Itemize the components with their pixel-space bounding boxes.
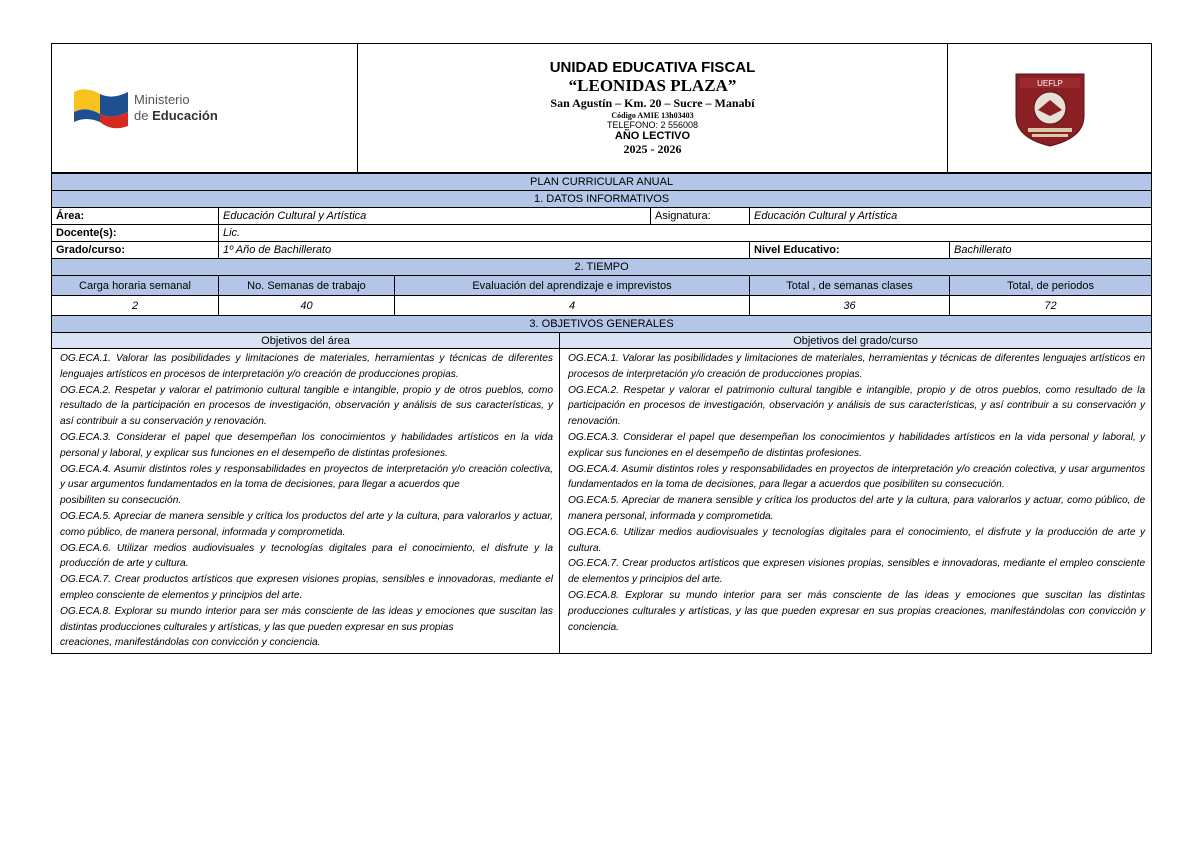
document-page (51, 43, 1151, 654)
school-logo-text: UEFLP (1036, 78, 1063, 88)
time-value-weeks: 40 (219, 296, 395, 316)
time-value-evaluation: 4 (395, 296, 750, 316)
objective-grade-item: OG.ECA.8. Explorar su mundo interior para ser más consciente de las ideas y emociones que suscitan las distintas producciones culturales y artísticas, y las que pueden expresar en sus propias creaciones, manifestándolas con convicción y conciencia. (568, 589, 1146, 633)
area-value: Educación Cultural y Artística (219, 208, 651, 225)
objective-grade-item: OG.ECA.5. Apreciar de manera sensible y crítica los productos del arte y la cultura, para valorarlos y actuar, como público, de manera personal, informada y comprometida. (568, 495, 1146, 522)
teacher-value: Lic. (219, 225, 1152, 242)
objective-area-item: OG.ECA.7. Crear productos artísticos que expresen visiones propias, sensibles e innovadoras, mediante el empleo consciente de elementos y principios del arte. (60, 574, 553, 601)
time-header-total-weeks: Total , de semanas clases (750, 276, 950, 296)
objective-grade-item: OG.ECA.7. Crear productos artísticos que expresen visiones propias, sensibles e innovadoras, mediante el empleo consciente de elementos y principios del arte. (568, 558, 1146, 586)
time-value-weekly-hours: 2 (52, 296, 219, 316)
ministry-line2-prefix: de (134, 108, 153, 123)
area-label: Área: (52, 208, 219, 225)
plan-table (51, 173, 1152, 654)
objective-area-item: OG.ECA.5. Apreciar de manera sensible y crítica los productos del arte y la cultura, para valorarlos y actuar, como público, de manera personal, informada y comprometida. (60, 510, 553, 538)
time-value-total-weeks: 36 (750, 296, 950, 316)
section-tiempo: 2. TIEMPO (52, 259, 1152, 276)
ecuador-flag-icon (72, 86, 130, 130)
objective-grade-item: OG.ECA.6. Utilizar medios audiovisuales y tecnologías digitales para el conocimiento, el disfrute y la producción de arte y cultura. (568, 526, 1146, 554)
time-value-total-periods: 72 (950, 296, 1152, 316)
school-info-cell (358, 44, 948, 173)
objective-grade-item: OG.ECA.1. Valorar las posibilidades y limitaciones de materiales, herramientas y técnicas de diferentes lenguajes artísticos en procesos de interpretación y/o creación de producciones propias. (568, 353, 1146, 380)
school-name: “LEONIDAS PLAZA” (568, 76, 737, 95)
objective-area-item: OG.ECA.4. Asumir distintos roles y responsabilidades en proyectos de interpretación y/o creación colectiva, y usar argumentos fundamentados en la toma de decisiones, para llegar a acuerdos que (60, 463, 553, 491)
year-label: AÑO LECTIVO (614, 130, 691, 142)
time-header-weeks: No. Semanas de trabajo (219, 276, 395, 296)
ministry-logo-cell (52, 44, 358, 173)
objectives-area-header: Objetivos del área (52, 333, 560, 349)
objectives-area-cell (52, 349, 560, 654)
objective-area-item: OG.ECA.8. Explorar su mundo interior para ser más consciente de las ideas y emociones que suscitan las distintas producciones culturales y artísticas, y las que pueden expresar en sus propias (60, 605, 553, 633)
time-header-evaluation: Evaluación del aprendizaje e imprevistos (395, 276, 750, 296)
school-logo-cell (948, 44, 1152, 173)
subject-label: Asignatura: (651, 208, 750, 225)
grade-label: Grado/curso: (52, 242, 219, 259)
objective-area-item: creaciones, manifestándolas con convicción y conciencia. (60, 637, 321, 649)
objectives-grade-header: Objetivos del grado/curso (560, 333, 1152, 349)
level-label: Nivel Educativo: (750, 242, 950, 259)
objective-grade-item: OG.ECA.2. Respetar y valorar el patrimonio cultural tangible e intangible, propio y de otros pueblos, como resultado de la participación en procesos de investigación, observación y análisis de sus características, y así contribuir a su conservación y renovación. (568, 384, 1146, 428)
objective-area-item: OG.ECA.2. Respetar y valorar el patrimonio cultural tangible e intangible, propio y de otros pueblos, como resultado de la participación en procesos de investigación, observación y análisis de sus características, y así contribuir a su conservación y renovación. (60, 384, 553, 428)
year-value: 2025 - 2026 (623, 142, 682, 156)
objective-area-item: OG.ECA.6. Utilizar medios audiovisuales y tecnologías digitales para el conocimiento, el disfrute y la producción de arte y cultura. (60, 542, 553, 570)
ministry-logo (56, 86, 353, 130)
objective-grade-item: OG.ECA.4. Asumir distintos roles y responsabilidades en proyectos de interpretación y/o creación colectiva, y usar argumentos fundamentados en la toma de decisiones, para llegar a acuerdos que posibiliten su consecución. (568, 463, 1146, 491)
phone: TELEFONO: 2 556008 (606, 120, 699, 130)
section-objetivos: 3. OBJETIVOS GENERALES (52, 316, 1152, 333)
objective-grade-item: OG.ECA.3. Considerar el papel que desempeñan los conocimientos y habilidades artísticos en la vida personal y laboral, y explicar sus funciones en el desempeño de distintas profesiones. (568, 431, 1146, 459)
school-line1: UNIDAD EDUCATIVA FISCAL (549, 59, 756, 76)
time-header-weekly-hours: Carga horaria semanal (52, 276, 219, 296)
teacher-label: Docente(s): (52, 225, 219, 242)
objective-area-item: posibiliten su consecución. (60, 495, 182, 507)
grade-value: 1º Año de Bachillerato (219, 242, 750, 259)
time-header-total-periods: Total, de periodos (950, 276, 1152, 296)
school-shield-logo (1010, 66, 1090, 148)
header-table (51, 43, 1152, 173)
subject-value: Educación Cultural y Artística (750, 208, 1152, 225)
objective-area-item: OG.ECA.1. Valorar las posibilidades y limitaciones de materiales, herramientas y técnicas de diferentes lenguajes artísticos en procesos de interpretación y/o creación de producciones propias. (60, 353, 553, 380)
ministry-line1: Ministerio (134, 92, 190, 107)
amie-code: Código AMIE 13h03403 (611, 111, 694, 120)
objective-area-item: OG.ECA.3. Considerar el papel que desempeñan los conocimientos y habilidades artísticos en la vida personal y laboral, y explicar sus funciones en el desempeño de distintas profesiones. (60, 431, 553, 459)
ministry-line2-bold: Educación (152, 108, 218, 123)
section-datos: 1. DATOS INFORMATIVOS (52, 191, 1152, 208)
school-address: San Agustín – Km. 20 – Sucre – Manabí (550, 96, 755, 110)
objectives-grade-cell (560, 349, 1152, 654)
level-value: Bachillerato (950, 242, 1152, 259)
plan-title: PLAN CURRICULAR ANUAL (52, 174, 1152, 191)
